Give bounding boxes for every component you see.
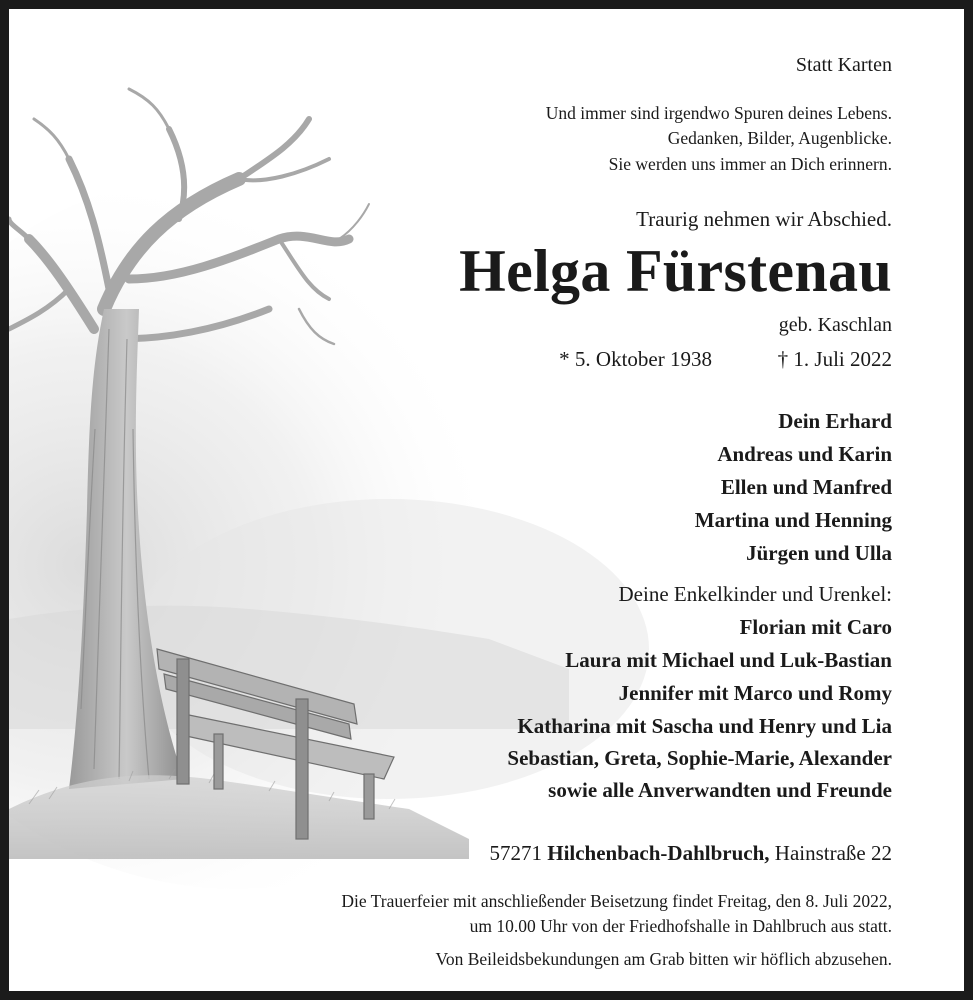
family-member: Jürgen und Ulla [746, 541, 892, 565]
grandchild-entry: Florian mit Caro [739, 615, 892, 639]
address-postcode: 57271 [489, 841, 542, 865]
grandchild-entry: Sebastian, Greta, Sophie-Marie, Alexander [507, 746, 892, 770]
deceased-name: Helga Fürstenau [459, 238, 892, 304]
family-member: Andreas und Karin [717, 442, 892, 466]
grandchild-entry: Jennifer mit Marco und Romy [618, 681, 892, 705]
condolence-note: Von Beileidsbekundungen am Grab bitten wir höflich abzusehen. [435, 949, 892, 969]
death-date: † 1. Juli 2022 [777, 347, 892, 371]
maiden-name: geb. Kaschlan [778, 314, 892, 336]
grandchild-entry: Katharina mit Sascha und Henry und Lia [517, 714, 892, 738]
family-member: Martina und Henning [694, 508, 892, 532]
family-member: Ellen und Manfred [720, 475, 892, 499]
poem-line-1: Und immer sind irgendwo Spuren deines Lebens. [545, 103, 892, 123]
address-city: Hilchenbach-Dahlbruch, [547, 841, 770, 865]
intro-line: Traurig nehmen wir Abschied. [636, 207, 892, 231]
address-line [489, 841, 892, 866]
family-member: Dein Erhard [778, 409, 892, 433]
relatives-and-friends: sowie alle Anverwandten und Freunde [548, 778, 892, 802]
funeral-info-line-2: um 10.00 Uhr von der Friedhofshalle in Dahlbruch aus statt. [469, 916, 892, 936]
birth-date: * 5. Oktober 1938 [559, 347, 712, 371]
poem-line-3: Sie werden uns immer an Dich erinnern. [608, 154, 892, 174]
grandchildren-heading: Deine Enkelkinder und Urenkel: [618, 582, 892, 606]
funeral-info-line-1: Die Trauerfeier mit anschließender Beisetzung findet Freitag, den 8. Juli 2022, [341, 891, 892, 911]
grandchild-entry: Laura mit Michael und Luk-Bastian [565, 648, 892, 672]
address-street: Hainstraße 22 [774, 841, 892, 865]
statt-karten-label: Statt Karten [795, 54, 892, 76]
poem-line-2: Gedanken, Bilder, Augenblicke. [667, 128, 892, 148]
